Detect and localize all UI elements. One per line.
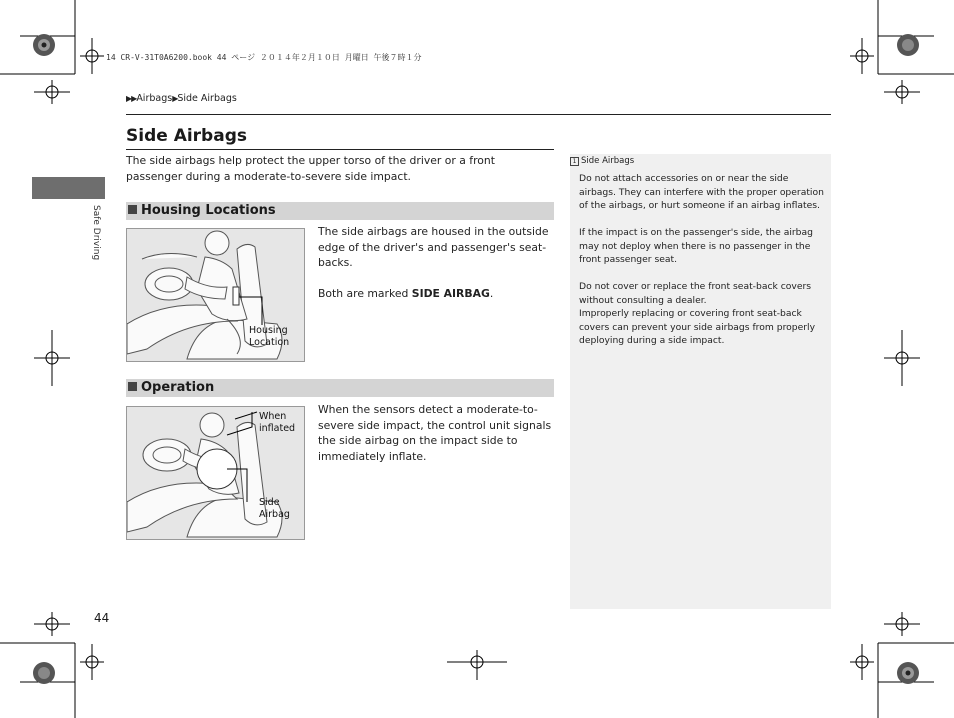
breadcrumb [126,93,237,104]
note-title: 1 Side Airbags [570,156,634,166]
operation-paragraph: When the sensors detect a moderate-to-severe side impact, the control unit signals the side airbag on the impact side to immediately inflate. [318,403,552,463]
housing-section-heading [126,202,554,220]
page-number: 44 [94,611,110,625]
section-tab [32,177,105,199]
heading-square-icon [128,382,137,391]
breadcrumb-item-side-airbags[interactable]: Side Airbags [177,93,237,104]
housing-callout-label: Housing Location [249,325,290,348]
note-paragraph-passenger: If the impact is on the passenger's side, the airbag may not deploy when there is no passenger in the front passenger seat. [579,227,813,265]
side-airbag-marking: SIDE AIRBAG [411,287,490,300]
page-title: Side Airbags [126,126,247,146]
note-reference-icon: 1 [570,157,579,166]
breadcrumb-item-airbags[interactable]: Airbags [136,93,173,104]
operation-section-heading [126,379,554,397]
note-body [579,172,824,348]
heading-square-icon [128,205,137,214]
breadcrumb-arrow: ▶ [172,94,178,103]
title-underline [126,149,554,150]
note-paragraph-improper: Improperly replacing or covering front seat-back covers can prevent your side airbags from properly deploying during a side impact. [579,308,816,346]
housing-heading-text: Housing Locations [141,203,276,218]
file-header-line: 14 CR-V-31T0A6200.book 44 ページ ２０１４年２月１０日 月曜日 午後７時１分 [106,53,422,62]
header-divider [126,114,831,115]
housing-marked-paragraph: Both are marked SIDE AIRBAG. [318,287,494,300]
breadcrumb-arrows: ▶▶ [126,94,137,103]
side-airbag-callout-label: Side Airbag [259,497,290,520]
housing-paragraph: The side airbags are housed in the outside edge of the driver's and passenger's seat-backs. [318,225,549,269]
inflated-callout-label: When inflated [259,411,296,434]
note-paragraph-covers: Do not cover or replace the front seat-back covers without consulting a dealer. [579,281,812,306]
intro-paragraph: The side airbags help protect the upper torso of the driver or a front passenger during a moderate-to-severe side impact. [126,154,495,183]
operation-heading-text: Operation [141,380,215,395]
section-side-label: Safe Driving [91,205,101,261]
note-paragraph-accessories: Do not attach accessories on or near the side airbags. They can interfere with the proper operation of the airbags, or hurt someone if an airbag inflates. [579,173,824,211]
